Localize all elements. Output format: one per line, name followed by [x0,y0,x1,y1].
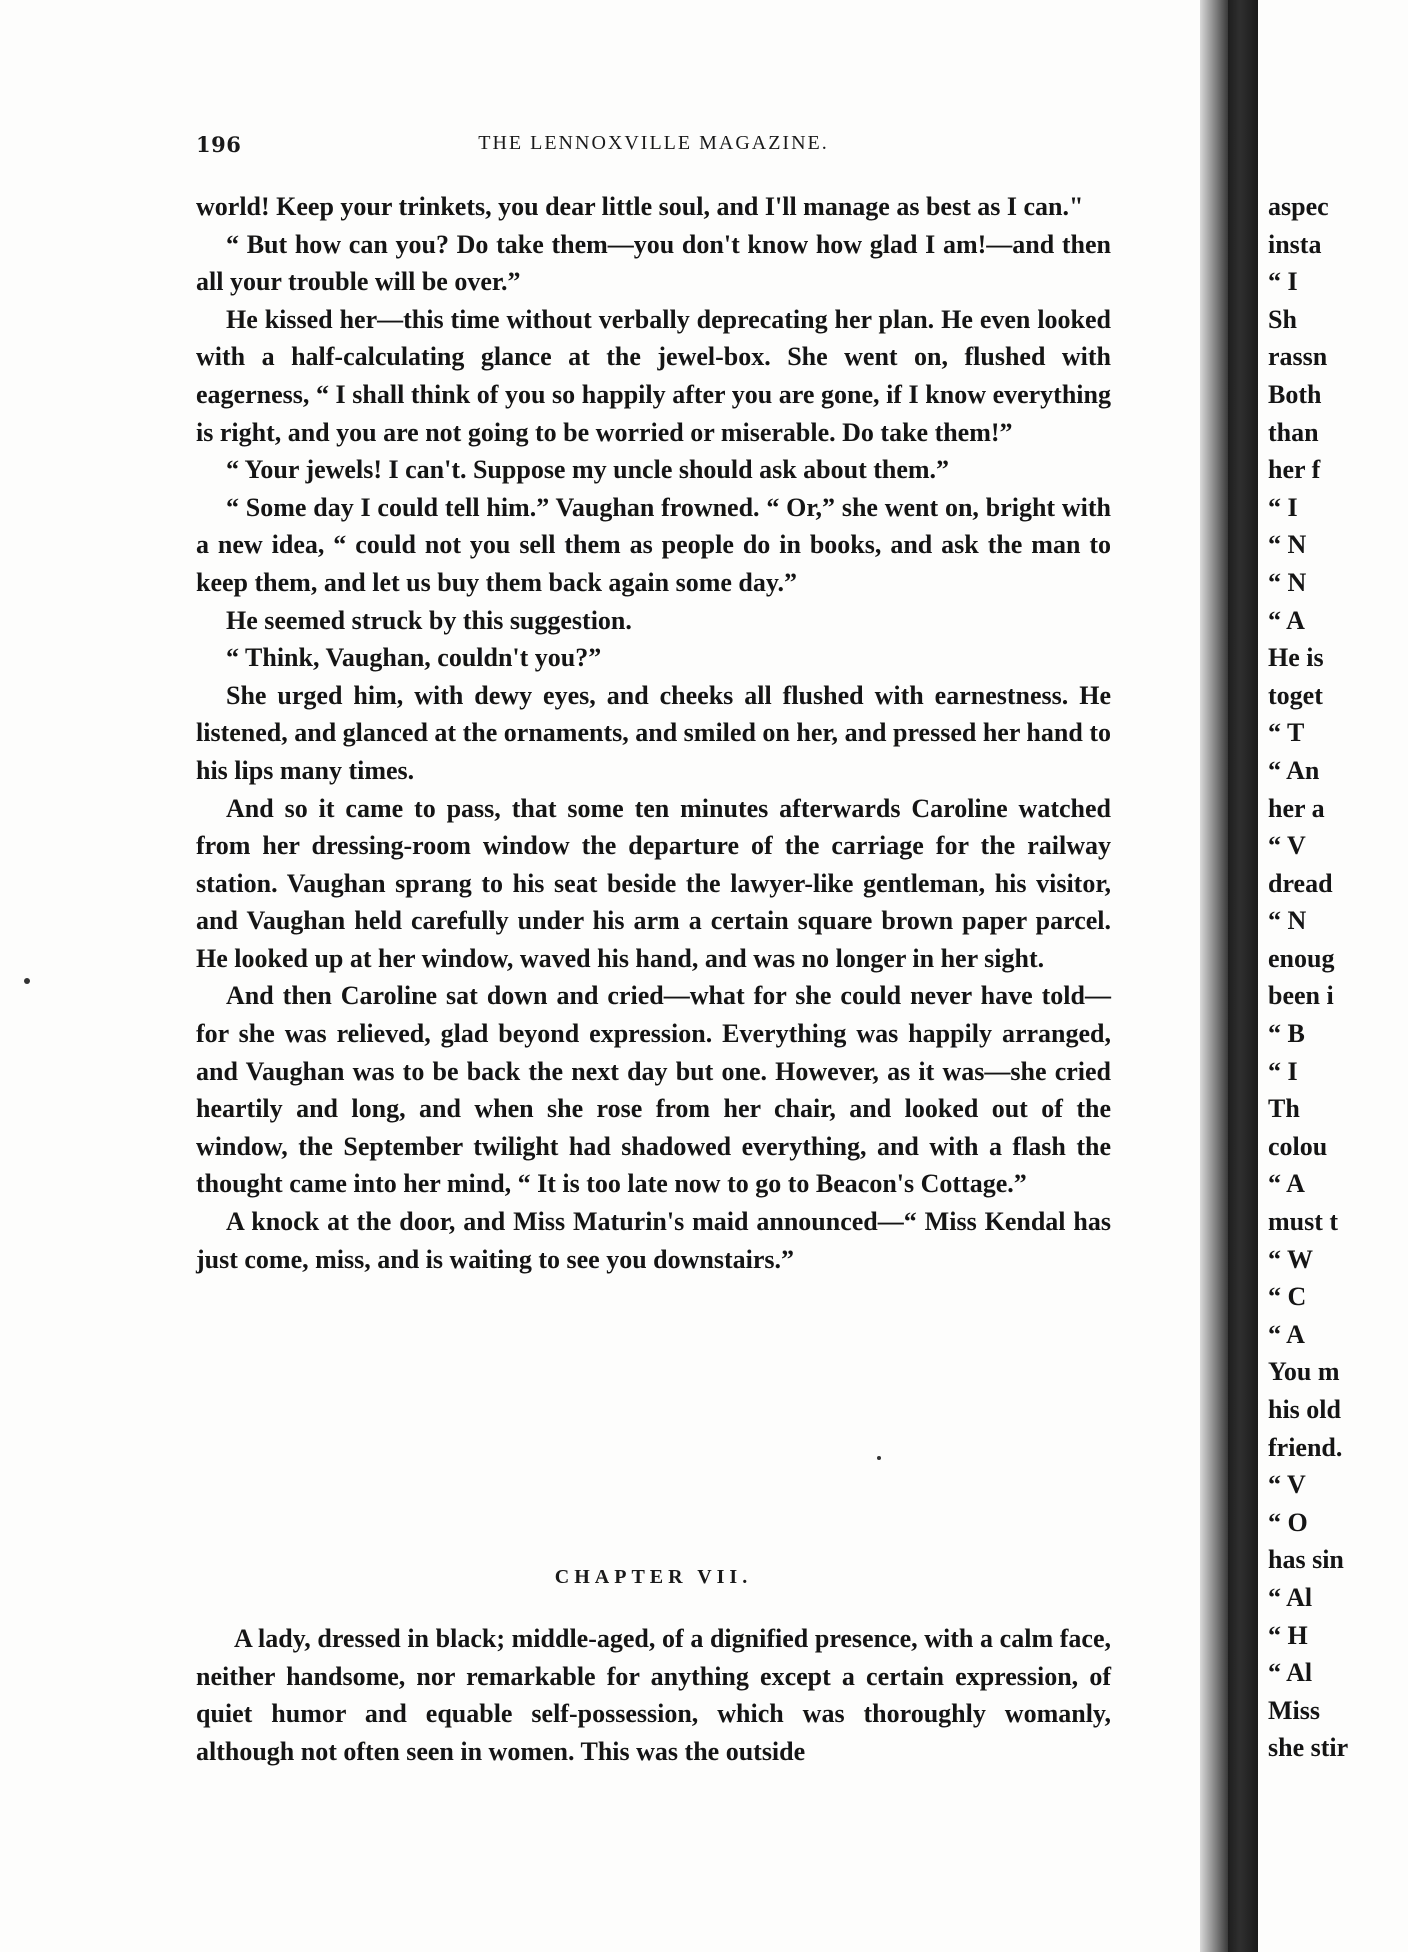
right-page-line-fragment: his old [1268,1395,1341,1424]
right-page-line-fragment: “ C [1268,1282,1307,1312]
ink-speck [24,978,30,984]
right-page-line-fragment: aspec [1268,192,1329,221]
right-page-line-fragment: her a [1268,793,1325,823]
body-paragraph: He kissed her—this time without verbally deprecating her plan. He even looked with a half-calculating glance at the jewel-box. She went on, flushed with eagerness, “ I shall think of you so happily after you are gone, if I know everything is right, and you are not going to be worried or miserable. Do take them!” [196,304,1111,447]
right-page-line-fragment: “ W [1268,1244,1314,1274]
body-paragraph: “ But how can you? Do take them—you don't know how glad I am!—and then all your trouble will be over.” [196,229,1111,297]
body-paragraph: He seemed struck by this suggestion. [226,605,632,635]
right-page-line-fragment: “ A [1268,605,1305,635]
right-page-line-fragment: been i [1268,981,1334,1011]
gutter-shadow [1200,0,1228,1952]
right-page-line-fragment: must t [1268,1207,1339,1237]
right-page-text-fragments [1268,188,1348,1767]
right-page-line-fragment: friend. [1268,1432,1343,1462]
right-page-line-fragment: Sh [1268,304,1297,334]
body-paragraph: A knock at the door, and Miss Maturin's maid announced—“ Miss Kendal has just come, miss, and is waiting to see you downstairs.” [196,1207,1111,1274]
magazine-title: THE LENNOXVILLE MAGAZINE. [478,132,829,154]
right-page-line-fragment: rassn [1268,342,1328,372]
chapter-opening [196,1620,1111,1770]
right-page-line-fragment: Miss [1268,1695,1320,1725]
body-paragraph: And then Caroline sat down and cried—what for she could never have told—for she was relieved, glad beyond expression. Everything was happily arranged, and Vaughan was to be back the next day but one. However, as it was—she cried heartily and long, and when she rose from her chair, and looked out of the window, the September twilight had shadowed everything, and with a flash the thought came into her mind, “ It is too late now to go to Beacon's Cottage.” [196,981,1111,1199]
body-paragraph: world! Keep your trinkets, you dear little soul, and I'll manage as best as I can." [196,192,1084,221]
right-page-line-fragment: Both [1268,379,1322,409]
right-page-line-fragment: “ N [1268,906,1307,936]
right-page-line-fragment: “ N [1268,567,1307,597]
body-paragraph: She urged him, with dewy eyes, and cheeks all flushed with earnestness. He listened, and glanced at the ornaments, and smiled on her, and pressed her hand to his lips many times. [196,680,1111,785]
right-page-line-fragment: enoug [1268,943,1335,973]
right-page-line-fragment: has sin [1268,1545,1344,1575]
chapter-opening-paragraph: A lady, dressed in black; middle-aged, of a dignified presence, with a calm face, neither handsome, nor remarkable for anything except a certain expression, of quiet humor and equable self-possession, which was thoroughly womanly, although not often seen in women. This was the outside [196,1624,1111,1766]
right-page-line-fragment: “ N [1268,530,1307,560]
right-page-line-fragment: “ A [1268,1169,1305,1199]
right-page-line-fragment: “ I [1268,492,1298,522]
right-page-line-fragment: “ I [1268,267,1298,297]
page-number: 196 [196,132,242,157]
right-page-line-fragment: her f [1268,455,1321,485]
running-head [196,132,1111,162]
chapter-heading: CHAPTER VII. [554,1566,753,1588]
body-paragraph: “ Some day I could tell him.” Vaughan frowned. “ Or,” she went on, bright with a new idea, “ could not you sell them as people do in books, and ask the man to keep them, and let us buy them back again some day.” [196,492,1111,597]
right-page [1258,0,1408,1952]
right-page-line-fragment: insta [1268,229,1322,259]
right-page-line-fragment: He is [1268,643,1324,673]
right-page-line-fragment: dread [1268,868,1333,898]
right-page-line-fragment: “ O [1268,1507,1308,1537]
body-paragraph: And so it came to pass, that some ten minutes afterwards Caroline watched from her dressing-room window the departure of the carriage for the railway station. Vaughan sprang to his seat beside the lawyer-like gentleman, his visitor, and Vaughan held carefully under his arm a certain square brown paper parcel. He looked up at her window, waved his hand, and was no longer in her sight. [196,793,1111,973]
right-page-line-fragment: “ Al [1268,1582,1313,1612]
right-page-line-fragment: Th [1268,1094,1300,1124]
right-page-line-fragment: than [1268,417,1319,447]
body-paragraph: “ Think, Vaughan, couldn't you?” [226,643,602,673]
right-page-line-fragment: “ V [1268,831,1306,861]
right-page-line-fragment: colou [1268,1131,1328,1161]
body-text [196,188,1111,1278]
right-page-line-fragment: “ An [1268,755,1320,785]
right-page-line-fragment: “ Al [1268,1658,1313,1688]
right-page-line-fragment: she stir [1268,1733,1349,1763]
right-page-line-fragment: “ H [1268,1620,1308,1650]
right-page-line-fragment: “ A [1268,1319,1305,1349]
right-page-line-fragment: “ B [1268,1019,1305,1049]
right-page-line-fragment: toget [1268,680,1323,710]
right-page-line-fragment: “ V [1268,1470,1306,1500]
right-page-line-fragment: “ I [1268,1056,1298,1086]
right-page-line-fragment: “ T [1268,718,1305,748]
right-page-line-fragment: You m [1268,1357,1340,1387]
ink-speck [877,1456,881,1460]
book-binding [1228,0,1258,1952]
body-paragraph: “ Your jewels! I can't. Suppose my uncle should ask about them.” [226,455,950,485]
